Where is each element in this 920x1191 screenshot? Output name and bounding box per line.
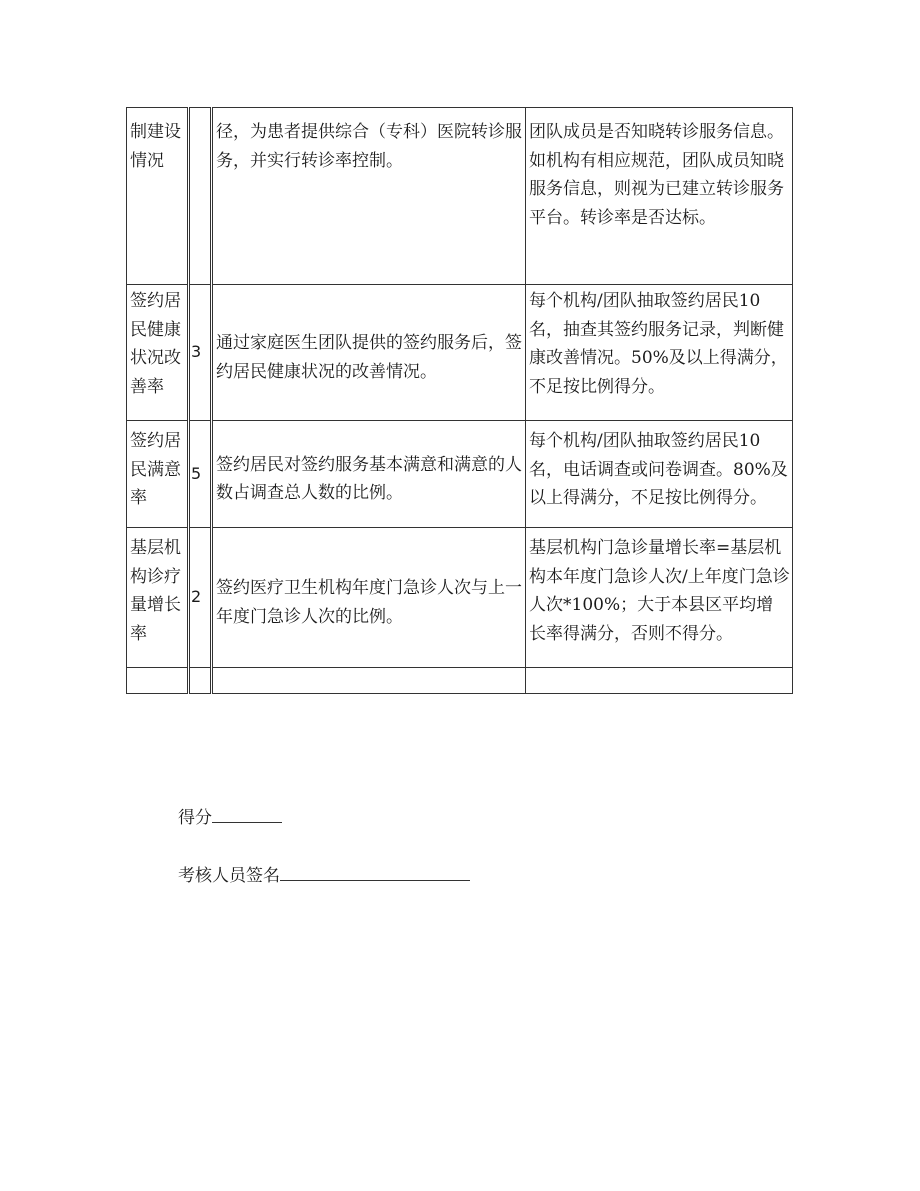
score-cell	[189, 108, 212, 285]
method-cell: 基层机构门急诊量增长率=基层机构本年度门急诊人次/上年度门急诊人次*100%；大于本县区平均增长率得满分，否则不得分。	[526, 528, 793, 668]
method-cell: 每个机构/团队抽取签约居民10名，电话调查或问卷调查。80%及以上得满分，不足按比例得分。	[526, 421, 793, 528]
signature-line	[178, 864, 470, 888]
indicator-cell: 基层机构诊疗量增长率	[127, 528, 189, 668]
method-cell	[526, 668, 793, 694]
indicator-cell: 签约居民满意率	[127, 421, 189, 528]
score-label: 得分	[178, 808, 212, 828]
score-cell: 2	[189, 528, 212, 668]
signature-blank[interactable]	[280, 864, 470, 881]
indicator-cell	[127, 668, 189, 694]
score-cell	[189, 668, 212, 694]
content-cell: 通过家庭医生团队提供的签约服务后，签约居民健康状况的改善情况。	[212, 285, 526, 421]
table-row	[127, 528, 793, 668]
indicator-cell: 签约居民健康状况改善率	[127, 285, 189, 421]
method-cell: 团队成员是否知晓转诊服务信息。如机构有相应规范，团队成员知晓服务信息，则视为已建立转诊服务平台。转诊率是否达标。	[526, 108, 793, 285]
score-cell: 3	[189, 285, 212, 421]
table-row	[127, 285, 793, 421]
content-cell: 签约医疗卫生机构年度门急诊人次与上一年度门急诊人次的比例。	[212, 528, 526, 668]
table-row	[127, 668, 793, 694]
signature-label: 考核人员签名	[178, 866, 280, 886]
content-cell: 径，为患者提供综合（专科）医院转诊服务，并实行转诊率控制。	[212, 108, 526, 285]
table-row	[127, 421, 793, 528]
score-blank[interactable]	[212, 806, 282, 823]
content-cell	[212, 668, 526, 694]
assessment-table	[126, 107, 793, 694]
table-row	[127, 108, 793, 285]
method-cell: 每个机构/团队抽取签约居民10名，抽查其签约服务记录，判断健康改善情况。50%及以上得满分，不足按比例得分。	[526, 285, 793, 421]
indicator-cell: 制建设情况	[127, 108, 189, 285]
score-cell: 5	[189, 421, 212, 528]
content-cell: 签约居民对签约服务基本满意和满意的人数占调查总人数的比例。	[212, 421, 526, 528]
score-line	[178, 806, 282, 830]
